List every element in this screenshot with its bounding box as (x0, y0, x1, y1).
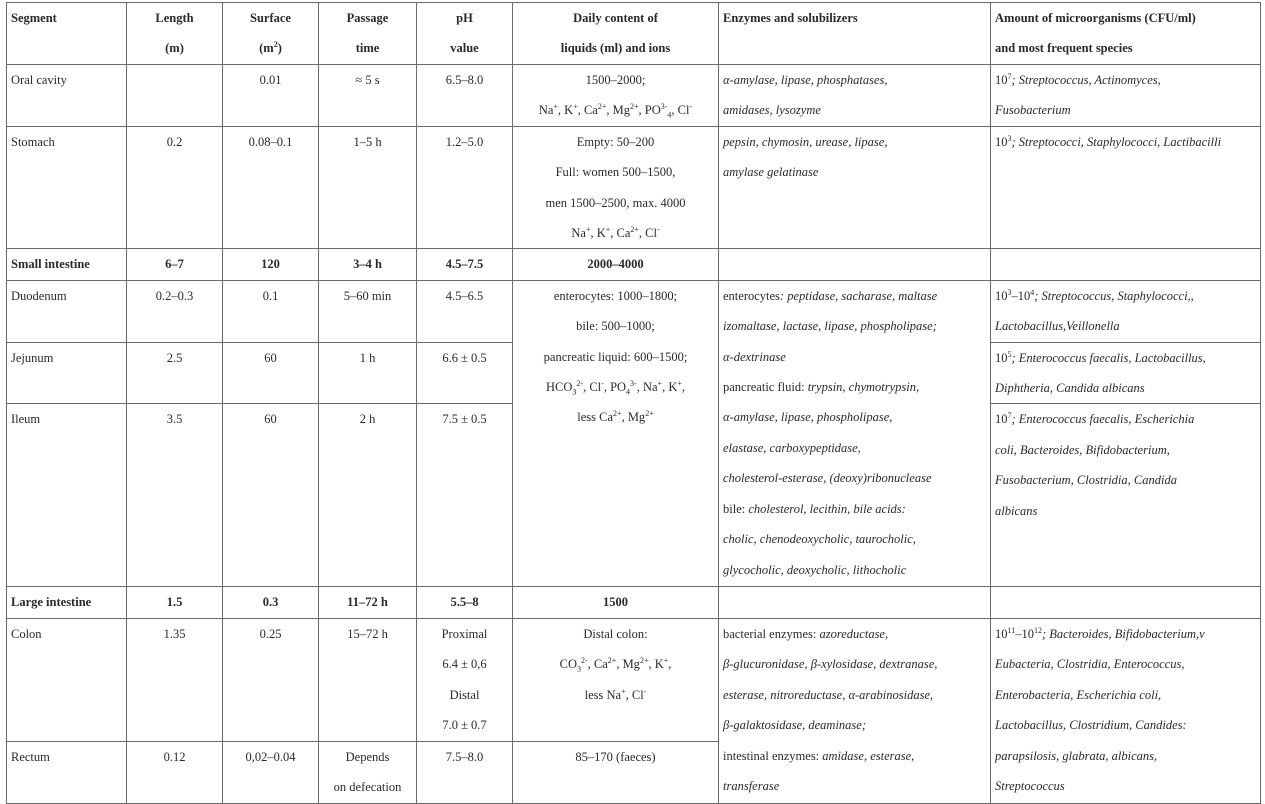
surface-value: 0.1 (223, 280, 319, 342)
segment-name: Oral cavity (7, 65, 127, 127)
length-value: 0.2–0.3 (127, 280, 223, 342)
passage-value: 2 h (319, 404, 417, 587)
passage-value: 1 h (319, 342, 417, 404)
header-length: Length (m) (127, 3, 223, 65)
microorganisms-large-intestine: $10^{11}-10^{12}$; Bacteroides, Bifidobacterium,v Eubacteria, Clostridia, Enterococcus, Enterobacteria, Escherichia coli, Lactobacillus, Clostridium, Candides: parapsilosis, glabrata, albicans, Streptococcus (991, 618, 1261, 803)
length-value: 2.5 (127, 342, 223, 404)
length-value: 0.12 (127, 741, 223, 803)
enzymes-text: pepsin, chymosin, urease, lipase, amylase gelatinase (719, 126, 991, 249)
enzymes-text: α-amylase, lipase, phosphatases, amidases, lysozyme (719, 65, 991, 127)
daily-content-small-intestine: enterocytes: 1000–1800; bile: 500–1000; pancreatic liquid: 600–1500; $HCO_3^{2-}$, Cl-, $PO_4^{3-}$, Na+, K+, less $Ca^{2+}$, $Mg^{2+}$ (513, 280, 719, 587)
enzymes-empty (719, 587, 991, 618)
row-large-intestine (7, 587, 1261, 618)
row-oral-cavity (7, 65, 1261, 127)
table-container (6, 2, 1261, 804)
microorganisms-empty (991, 587, 1261, 618)
daily-content: 2000–4000 (513, 249, 719, 280)
row-small-intestine (7, 249, 1261, 280)
segment-name: Small intestine (7, 249, 127, 280)
ph-value: 7.5–8.0 (417, 741, 513, 803)
header-segment: Segment (7, 3, 127, 65)
ph-value: 6.5–8.0 (417, 65, 513, 127)
header-ph: pH value (417, 3, 513, 65)
ph-value: 6.6 ± 0.5 (417, 342, 513, 404)
segment-name: Jejunum (7, 342, 127, 404)
microorganisms-text: $10^7$; Enterococcus faecalis, Escherichia coli, Bacteroides, Bifidobacterium, Fusobacterium, Clostridia, Candida albicans (991, 404, 1261, 587)
length-value: 1.5 (127, 587, 223, 618)
daily-content: 1500 (513, 587, 719, 618)
header-enzymes: Enzymes and solubilizers (719, 3, 991, 65)
header-passage-time: Passage time (319, 3, 417, 65)
daily-content: 85–170 (faeces) (513, 741, 719, 803)
microorganisms-text: $10^3$; Streptococci, Staphylococci, Lactibacilli (991, 126, 1261, 249)
segment-name: Duodenum (7, 280, 127, 342)
row-colon (7, 618, 1261, 741)
length-value (127, 65, 223, 127)
length-value: 3.5 (127, 404, 223, 587)
segment-name: Large intestine (7, 587, 127, 618)
passage-value: ≈ 5 s (319, 65, 417, 127)
surface-value: 0.01 (223, 65, 319, 127)
length-value: 6–7 (127, 249, 223, 280)
enzymes-large-intestine: bacterial enzymes: azoreductase, β-glucuronidase, β-xylosidase, dextranase, esterase, nitroreductase, α-arabinosidase, β-galaktosidase, deaminase; intestinal enzymes: amidase, esterase, transferase (719, 618, 991, 803)
daily-content: 1500–2000; Na+, K+, $Ca^{2+}$, $Mg^{2+}$, $PO^{3-}_4$, Cl- (513, 65, 719, 127)
passage-value: 1–5 h (319, 126, 417, 249)
segment-name: Stomach (7, 126, 127, 249)
ph-value: 5.5–8 (417, 587, 513, 618)
surface-value: 0,02–0.04 (223, 741, 319, 803)
row-stomach (7, 126, 1261, 249)
row-duodenum (7, 280, 1261, 342)
header-row (7, 3, 1261, 65)
ph-value: 4.5–6.5 (417, 280, 513, 342)
gi-segments-table (6, 2, 1261, 804)
ph-value: 1.2–5.0 (417, 126, 513, 249)
segment-name: Rectum (7, 741, 127, 803)
surface-value: 60 (223, 342, 319, 404)
header-microorganisms: Amount of microorganisms (CFU/ml) and most frequent species (991, 3, 1261, 65)
ph-value: 7.5 ± 0.5 (417, 404, 513, 587)
passage-value: 3–4 h (319, 249, 417, 280)
surface-value: 0.08–0.1 (223, 126, 319, 249)
enzymes-empty (719, 249, 991, 280)
header-surface: Surface $(m^2)$ (223, 3, 319, 65)
microorganisms-empty (991, 249, 1261, 280)
length-value: 0.2 (127, 126, 223, 249)
enzymes-small-intestine: enterocytes: peptidase, sacharase, maltase izomaltase, lactase, lipase, phospholipase; α-dextrinase pancreatic fluid: trypsin, chymotrypsin, α-amylase, lipase, phospholipase, elastase, carboxypeptidase, cholesterol-esterase, (deoxy)ribonuclease bile: cholesterol, lecithin, bile acids: cholic, chenodeoxycholic, taurocholic, glycocholic, deoxycholic, lithocholic (719, 280, 991, 587)
daily-content: Empty: 50–200 Full: women 500–1500, men 1500–2500, max. 4000 Na+, K+, $Ca^{2+}$, Cl- (513, 126, 719, 249)
header-daily-content: Daily content of liquids (ml) and ions (513, 3, 719, 65)
microorganisms-text: $10^3-10^4$; Streptococcus, Staphylococci,, Lactobacillus,Veillonella (991, 280, 1261, 342)
microorganisms-text: $10^7$; Streptococcus, Actinomyces, Fusobacterium (991, 65, 1261, 127)
passage-value: 15–72 h (319, 618, 417, 741)
passage-value: 5–60 min (319, 280, 417, 342)
surface-value: 0.25 (223, 618, 319, 741)
length-value: 1.35 (127, 618, 223, 741)
ph-value: Proximal 6.4 ± 0,6 Distal 7.0 ± 0.7 (417, 618, 513, 741)
microorganisms-text: $10^5$; Enterococcus faecalis, Lactobacillus, Diphtheria, Candida albicans (991, 342, 1261, 404)
ph-value: 4.5–7.5 (417, 249, 513, 280)
surface-value: 60 (223, 404, 319, 587)
passage-value: Depends on defecation (319, 741, 417, 803)
passage-value: 11–72 h (319, 587, 417, 618)
segment-name: Colon (7, 618, 127, 741)
daily-content: Distal colon: $CO_3^{2-}$, $Ca^{2+}$, $Mg^{2+}$, K+, less Na+, Cl- (513, 618, 719, 741)
surface-value: 0.3 (223, 587, 319, 618)
segment-name: Ileum (7, 404, 127, 587)
surface-value: 120 (223, 249, 319, 280)
